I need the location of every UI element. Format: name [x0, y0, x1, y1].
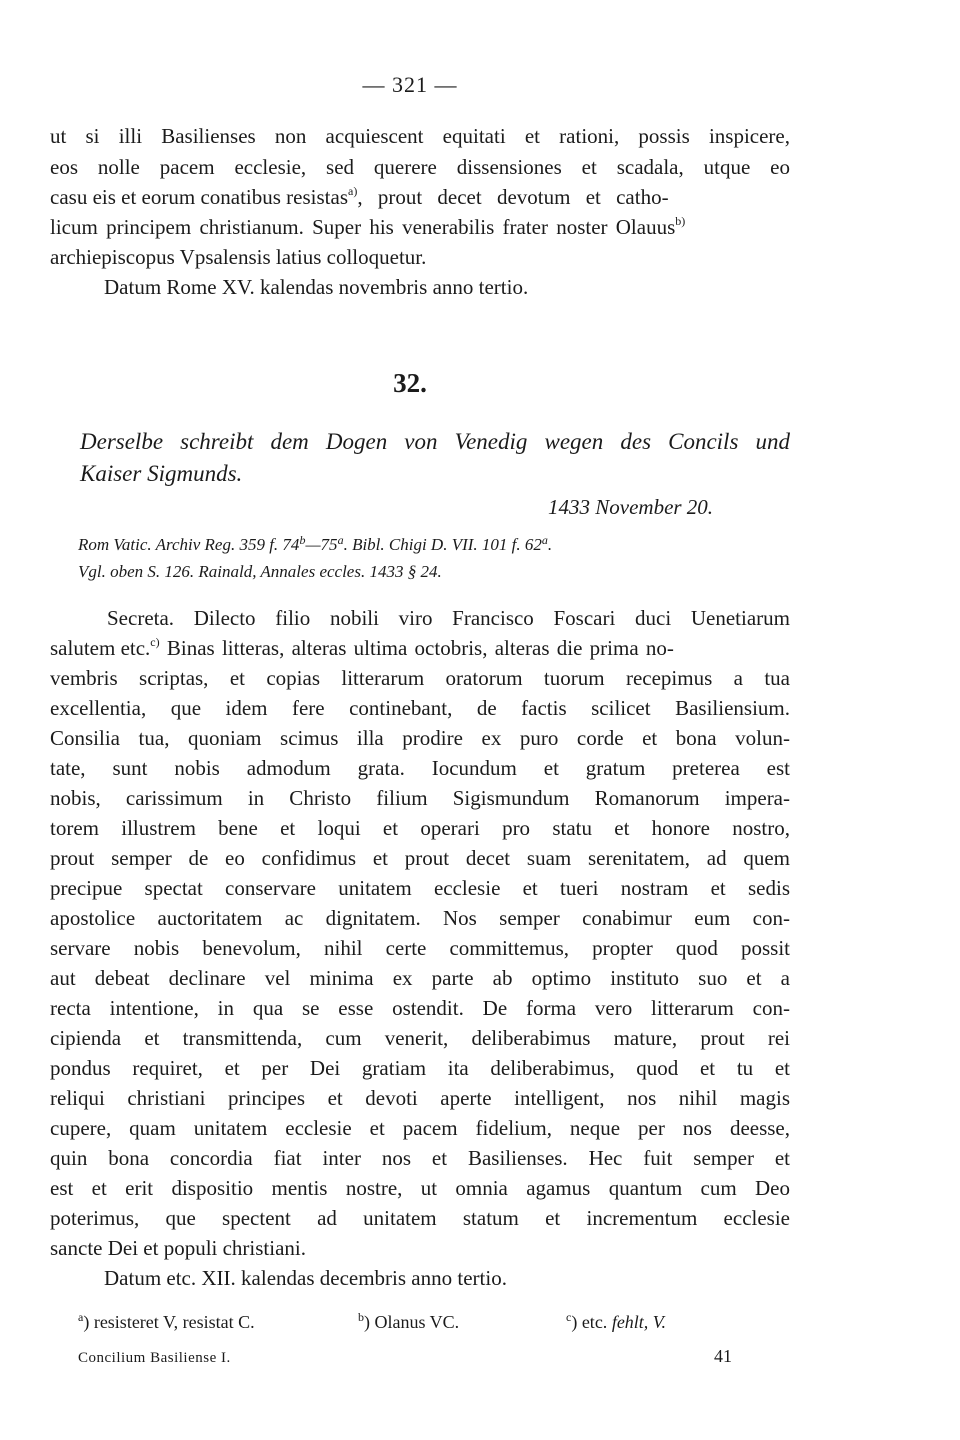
prev-letter-line-1: ut si illi Basilienses non acquiescent equitati et rationi, possis inspicere, — [50, 124, 790, 148]
series-title: Concilium Basiliense I. — [78, 1350, 231, 1366]
body-line-8: torem illustrem bene et loqui et operari pro statu et honore nostro, — [50, 816, 790, 840]
prev-letter-dating: Datum Rome XV. kalendas novembris anno tertio. — [104, 275, 529, 299]
footnote-b: $^b$) Olanus VC. — [358, 1310, 460, 1332]
body-line-11: apostolice auctoritatem ac dignitatem. Nos semper conabimur eum con- — [50, 906, 790, 930]
prev-letter-line-4: licum principem christianum. Super his venerabilis frater noster Olauus$^{b)}$ — [50, 214, 686, 239]
footnote-ref-b[interactable]: b) — [675, 214, 686, 228]
body-line-9: prout semper de eo confidimus et prout decet suam serenitatem, ad quem — [50, 846, 790, 870]
document-closing: Datum etc. XII. kalendas decembris anno tertio. — [104, 1266, 507, 1290]
body-line-21: poterimus, que spectent ad unitatem statum et incrementum ecclesie — [50, 1206, 790, 1230]
body-line-3: vembris scriptas, et copias litterarum oratorum tuorum recepimus a tua — [50, 666, 790, 690]
footnote-a: $^a$) resisteret V, resistat C. — [78, 1310, 255, 1332]
body-line-1: Secreta. Dilecto filio nobili viro Francisco Foscari duci Uenetiarum — [107, 606, 790, 630]
prev-letter-line-3: casu eis et eorum conatibus resistas$^{a)}$, prout decet devotum et catho- — [50, 184, 669, 209]
body-line-20: est et erit dispositio mentis nostre, ut omnia agamus quantum cum Deo — [50, 1176, 790, 1200]
body-line-18: cupere, quam unitatem ecclesie et pacem fidelium, neque per nos deesse, — [50, 1116, 790, 1140]
document-date: 1433 November 20. — [548, 495, 714, 519]
body-line-7: nobis, carissimum in Christo filium Sigismundum Romanorum impera- — [50, 786, 790, 810]
body-line-16: pondus requiret, et per Dei gratiam ita deliberabimus, quod et tu et — [50, 1056, 790, 1080]
body-line-2: salutem etc.$^{c)}$ Binas litteras, alteras ultima octobris, alteras die prima no- — [50, 635, 674, 660]
footnote-ref-a[interactable]: a) — [348, 184, 358, 198]
body-line-4: excellentia, que idem fere continebant, de factis scilicet Basiliensium. — [50, 696, 790, 720]
body-line-17: reliqui christiani principes et devoti aperte intelligent, nos nihil magis — [50, 1086, 790, 1110]
body-line-6: tate, sunt nobis admodum grata. Iocundum et gratum preterea est — [50, 756, 790, 780]
body-line-5: Consilia tua, quoniam scimus illa prodire ex puro corde et bona volun- — [50, 726, 790, 750]
source-line-2: Vgl. oben S. 126. Rainald, Annales eccles. 1433 § 24. — [78, 562, 442, 581]
body-line-15: cipienda et transmittenda, cum venerit, deliberabimus mature, prout rei — [50, 1026, 790, 1050]
prev-letter-line-2: eos nolle pacem ecclesie, sed querere dissensiones et scadala, utque eo — [50, 155, 790, 179]
prev-letter-line-5: archiepiscopus Vpsalensis latius colloquetur. — [50, 245, 427, 269]
page-number: — 321 — — [362, 72, 458, 97]
body-line-10: precipue spectat conservare unitatem ecclesie et tueri nostram et sedis — [50, 876, 790, 900]
footnote-c: $^c$) etc. fehlt, V. — [566, 1310, 666, 1332]
document-number: 32. — [393, 368, 427, 398]
footnote-ref-c[interactable]: c) — [150, 635, 160, 649]
document-title-line-2: Kaiser Sigmunds. — [80, 461, 243, 486]
source-line-1: Rom Vatic. Archiv Reg. 359 f. 74$^b$—75$^a$. Bibl. Chigi D. VII. 101 f. 62$^a$. — [78, 533, 553, 554]
body-line-13: aut debeat declinare vel minima ex parte ab optimo instituto suo et a — [50, 966, 790, 990]
document-title-line-1: Derselbe schreibt dem Dogen von Venedig wegen des Concils und — [80, 429, 790, 454]
body-line-22: sancte Dei et populi christiani. — [50, 1236, 307, 1260]
body-line-14: recta intentione, in qua se esse ostendit. De forma vero litterarum con- — [50, 996, 790, 1020]
body-line-12: servare nobis benevolum, nihil certe committemus, propter quod possit — [50, 936, 790, 960]
printer-signature: 41 — [714, 1346, 732, 1366]
body-line-19: quin bona concordia fiat inter nos et Basilienses. Hec fuit semper et — [50, 1146, 790, 1170]
